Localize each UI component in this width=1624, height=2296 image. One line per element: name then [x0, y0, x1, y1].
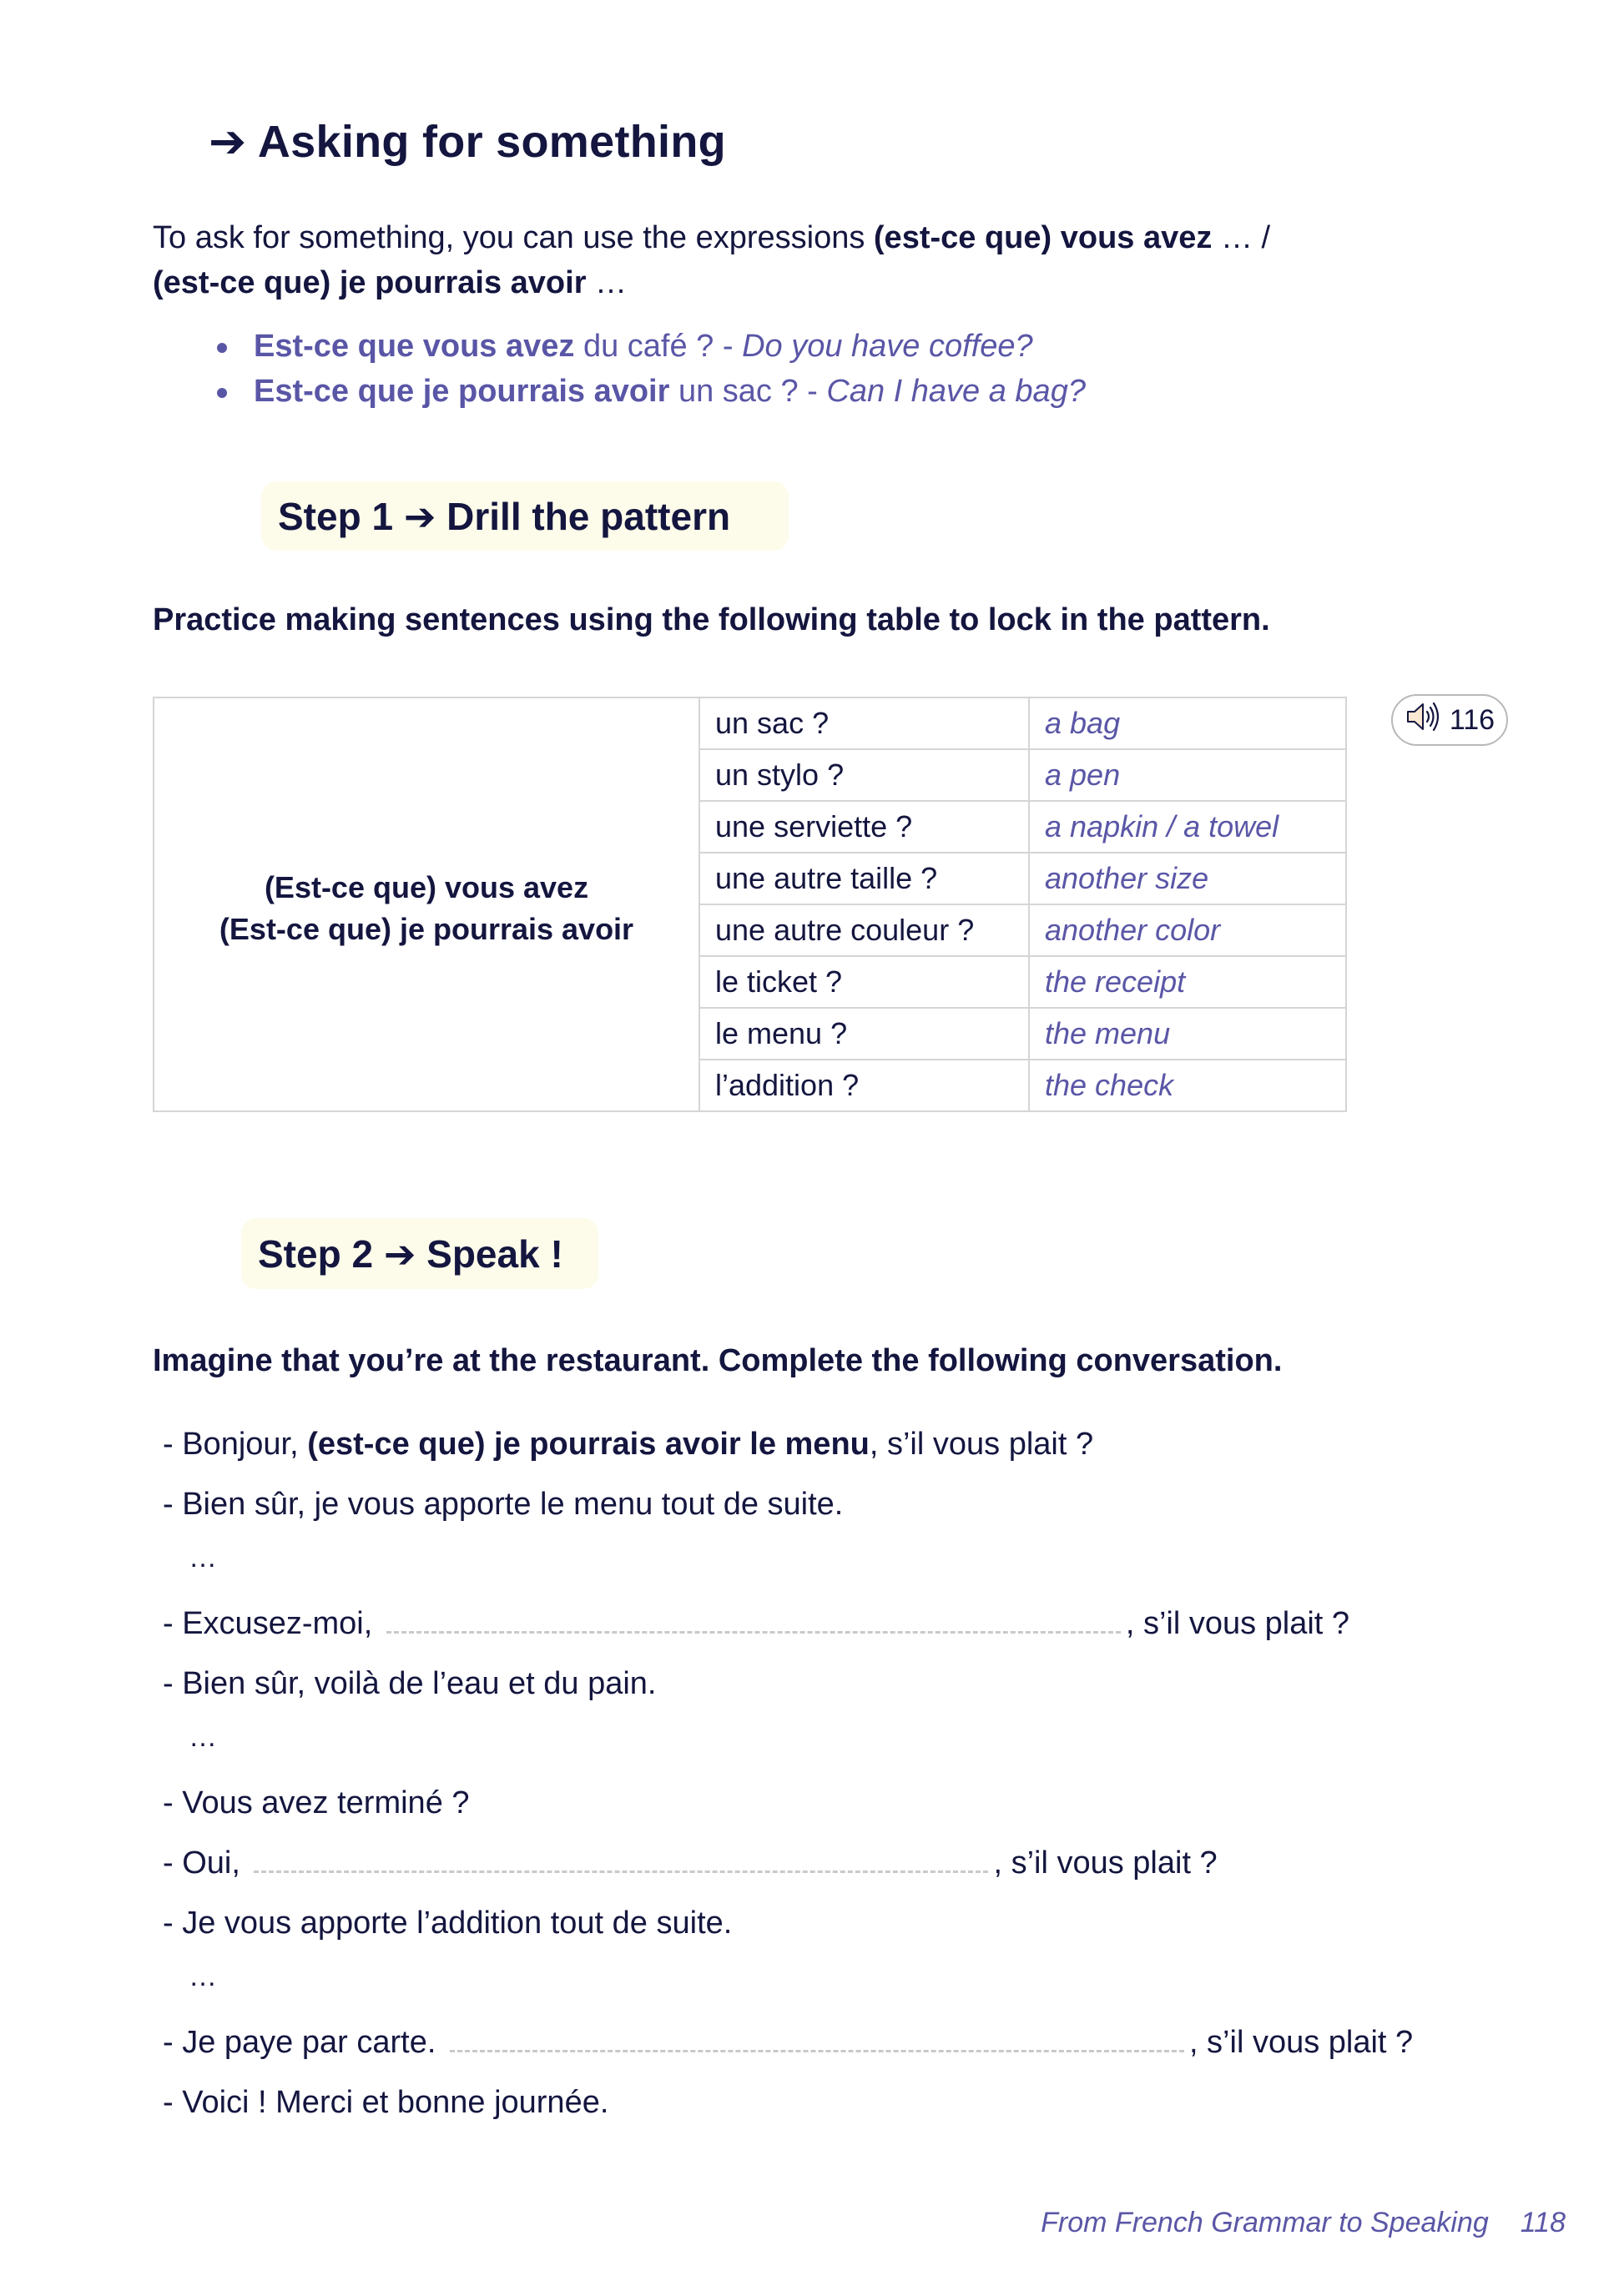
dialog-ellipsis: … — [189, 1542, 217, 1573]
book-title: From French Grammar to Speaking — [1041, 2207, 1489, 2238]
english-cell: another size — [1029, 853, 1346, 904]
english-cell: a pen — [1029, 749, 1346, 801]
dialog-ellipsis: … — [189, 1961, 217, 1992]
french-cell: une serviette ? — [699, 801, 1029, 853]
dialog-text: - Oui, — [163, 1845, 250, 1881]
expression-je-pourrais-avoir: (est-ce que) je pourrais avoir — [153, 265, 587, 300]
dialog-text: - Excusez-moi, — [163, 1606, 381, 1641]
dialog-text: - Je paye par carte. — [163, 2025, 445, 2060]
expression-vous-avez: (est-ce que) vous avez — [873, 220, 1213, 255]
dialog-model-answer: (est-ce que) je pourrais avoir le menu — [307, 1427, 870, 1462]
bullet-icon — [217, 388, 227, 398]
audio-track-number: 116 — [1449, 703, 1495, 736]
bullet-icon — [217, 343, 227, 353]
english-cell: another color — [1029, 904, 1346, 956]
dialog-text: , s’il vous plait ? — [993, 1845, 1218, 1881]
section-title: Asking for something — [257, 117, 726, 167]
french-cell: un stylo ? — [699, 749, 1029, 801]
dialog-ellipsis: … — [189, 1721, 217, 1753]
french-cell: l’addition ? — [699, 1060, 1029, 1111]
example-item — [209, 324, 1086, 369]
step2-label: Step 2 ➔ Speak ! — [241, 1218, 598, 1289]
example-list — [209, 324, 1086, 414]
dialog-text: , s’il vous plait ? — [1125, 1606, 1350, 1641]
english-cell: the menu — [1029, 1008, 1346, 1060]
intro-paragraph — [153, 215, 1488, 305]
table-row — [154, 697, 1346, 749]
french-cell: une autre couleur ? — [699, 904, 1029, 956]
dialog-line: - Vous avez terminé ? — [163, 1785, 470, 1820]
section-heading — [209, 115, 726, 168]
page-number: 118 — [1520, 2207, 1566, 2238]
example-expression: Est-ce que vous avez — [254, 329, 575, 364]
speaker-icon — [1405, 700, 1441, 741]
dialog-text: - Bonjour, — [163, 1427, 308, 1462]
english-cell: the receipt — [1029, 956, 1346, 1008]
dialog-line: - Je vous apporte l’addition tout de suite. — [163, 1906, 733, 1941]
step1-instruction: Practice making sentences using the following table to lock in the pattern. — [153, 602, 1270, 637]
english-cell: a bag — [1029, 697, 1346, 749]
example-item — [209, 369, 1086, 414]
english-cell: the check — [1029, 1060, 1346, 1111]
example-translation: Do you have coffee? — [742, 329, 1033, 364]
example-translation: Can I have a bag? — [826, 374, 1086, 409]
english-cell: a napkin / a towel — [1029, 801, 1346, 853]
intro-ellipsis: … — [586, 265, 628, 300]
french-cell: une autre taille ? — [699, 853, 1029, 904]
dialog-line: - Bien sûr, je vous apporte le menu tout de suite. — [163, 1487, 844, 1522]
example-object: du café ? - — [574, 329, 743, 364]
french-cell: le menu ? — [699, 1008, 1029, 1060]
dialog-text: , s’il vous plait ? — [869, 1427, 1094, 1462]
step1-label: Step 1 ➔ Drill the pattern — [261, 481, 789, 551]
intro-separator: … / — [1212, 220, 1271, 255]
answer-blank[interactable] — [254, 1845, 988, 1873]
dialog-line: - Voici ! Merci et bonne journée. — [163, 2085, 609, 2120]
answer-blank[interactable] — [450, 2025, 1184, 2052]
example-object: un sac ? - — [669, 374, 827, 409]
arrow-icon: ➔ — [209, 117, 247, 167]
answer-blank[interactable] — [386, 1606, 1121, 1634]
dialog-line — [163, 1606, 1349, 1642]
stem-cell — [154, 697, 699, 1111]
french-cell: un sac ? — [699, 697, 1029, 749]
page-footer — [1041, 2207, 1566, 2239]
stem-line: (Est-ce que) je pourrais avoir — [219, 912, 634, 946]
intro-text: To ask for something, you can use the expressions — [153, 220, 874, 255]
dialog-line — [163, 2025, 1413, 2061]
audio-play-button[interactable] — [1391, 694, 1508, 746]
dialog-line: - Bien sûr, voilà de l’eau et du pain. — [163, 1666, 657, 1701]
dialog-line — [163, 1845, 1218, 1881]
stem-line: (Est-ce que) vous avez — [264, 870, 589, 904]
french-cell: le ticket ? — [699, 956, 1029, 1008]
step2-instruction: Imagine that you’re at the restaurant. Complete the following conversation. — [153, 1343, 1283, 1378]
drill-table — [153, 697, 1347, 1112]
dialog-line — [163, 1427, 1093, 1463]
example-expression: Est-ce que je pourrais avoir — [254, 374, 670, 409]
dialog-text: , s’il vous plait ? — [1188, 2025, 1414, 2060]
